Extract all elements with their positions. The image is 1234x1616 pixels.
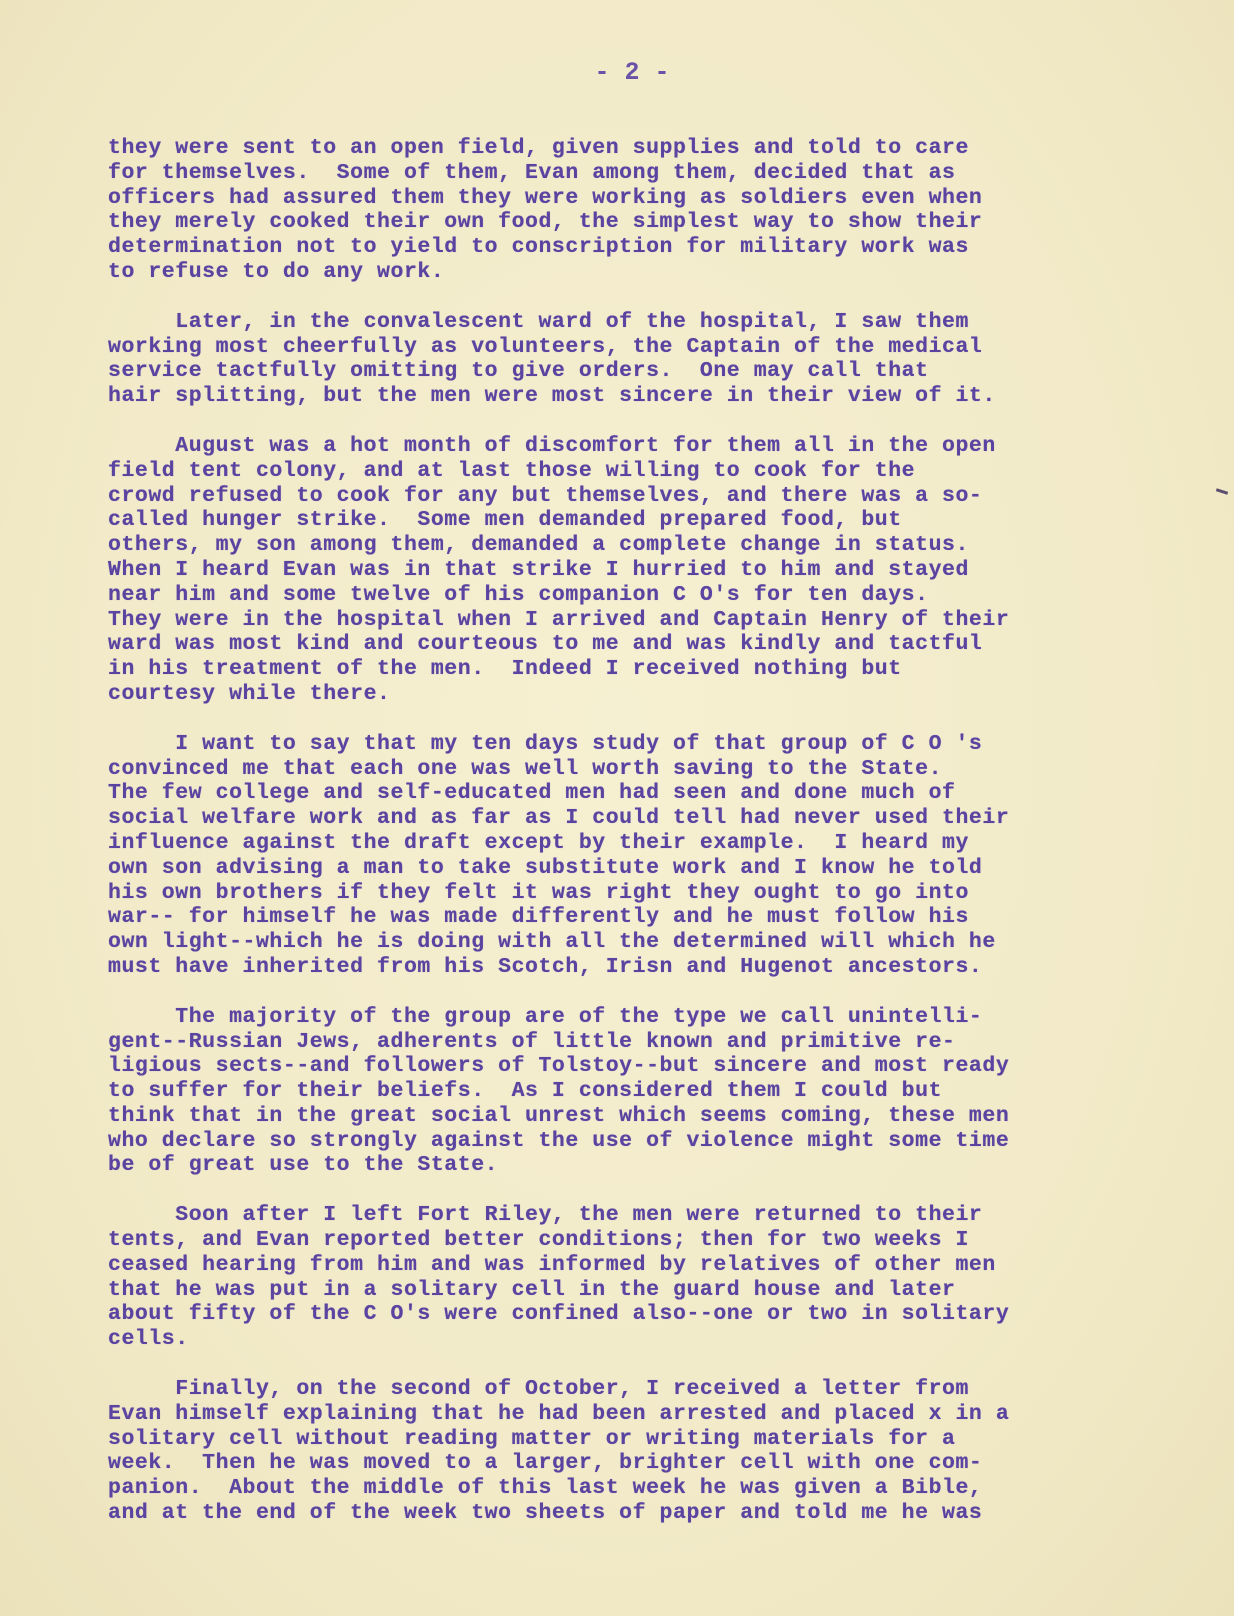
text-line: Evan himself explaining that he had been arrested and placed x in a (108, 1401, 1010, 1426)
text-line: They were in the hospital when I arrived and Captain Henry of their (108, 607, 1010, 632)
text-line: influence against the draft except by their example. I heard my (108, 830, 969, 855)
text-line: for themselves. Some of them, Evan among them, decided that as (108, 160, 956, 185)
page-number: - 2 - (594, 58, 670, 87)
text-line: his own brothers if they felt it was right they ought to go into (108, 880, 969, 905)
text-line: courtesy while there. (108, 681, 391, 706)
text-line: crowd refused to cook for any but themselves, and there was a so- (108, 483, 983, 508)
text-line: week. Then he was moved to a larger, brighter cell with one com- (108, 1451, 983, 1476)
text-line: tents, and Evan reported better conditions; then for two weeks I (108, 1228, 969, 1253)
text-line: service tactfully omitting to give orders. One may call that (108, 359, 929, 384)
text-line: about fifty of the C O's were confined also--one or two in solitary (108, 1302, 1010, 1327)
text-line: I want to say that my ten days study of that group of C O 's (108, 731, 983, 756)
text-line: who declare so strongly against the use of violence might some time (108, 1128, 1010, 1153)
text-line: ceased hearing from him and was informed by relatives of other men (108, 1252, 996, 1277)
text-line: that he was put in a solitary cell in the guard house and later (108, 1277, 956, 1302)
text-line: others, my son among them, demanded a complete change in status. (108, 533, 969, 558)
text-line: own light--which he is doing with all the determined will which he (108, 930, 996, 955)
text-line: hair splitting, but the men were most sincere in their view of it. (108, 384, 996, 409)
paragraph (108, 136, 1128, 285)
paragraph (108, 310, 1128, 409)
paragraph (108, 434, 1128, 707)
text-line: The majority of the group are of the type we call unintelli- (108, 1004, 983, 1029)
text-line: convinced me that each one was well worth saving to the State. (108, 756, 943, 781)
paragraph (108, 732, 1128, 980)
paragraph (108, 1203, 1128, 1352)
margin-mark (1216, 488, 1228, 495)
text-line: war-- for himself he was made differently and he must follow his (108, 905, 969, 930)
text-line: Soon after I left Fort Riley, the men were returned to their (108, 1203, 983, 1228)
text-line: Later, in the convalescent ward of the hospital, I saw them (108, 309, 969, 334)
paragraph (108, 1377, 1128, 1526)
text-line: social welfare work and as far as I could tell had never used their (108, 806, 1010, 831)
text-line: cells. (108, 1327, 189, 1352)
paragraph (108, 1005, 1128, 1179)
text-line: to refuse to do any work. (108, 259, 445, 284)
text-line: in his treatment of the men. Indeed I received nothing but (108, 657, 902, 682)
text-line: must have inherited from his Scotch, Irisn and Hugenot ancestors. (108, 954, 983, 979)
text-line: August was a hot month of discomfort for them all in the open (108, 433, 996, 458)
text-line: working most cheerfully as volunteers, the Captain of the medical (108, 334, 983, 359)
text-line: field tent colony, and at last those willing to cook for the (108, 458, 916, 483)
text-line: be of great use to the State. (108, 1153, 499, 1178)
text-line: to suffer for their beliefs. As I considered them I could but (108, 1079, 943, 1104)
text-line: they were sent to an open field, given supplies and told to care (108, 136, 969, 160)
text-line: and at the end of the week two sheets of paper and told me he was (108, 1501, 983, 1526)
text-line: ward was most kind and courteous to me and was kindly and tactful (108, 632, 983, 657)
text-line: they merely cooked their own food, the simplest way to show their (108, 210, 983, 235)
text-line: The few college and self-educated men had seen and done much of (108, 781, 956, 806)
letter-body (108, 136, 1128, 1551)
text-line: panion. About the middle of this last week he was given a Bible, (108, 1476, 983, 1501)
text-line: When I heard Evan was in that strike I hurried to him and stayed (108, 557, 969, 582)
text-line: officers had assured them they were working as soldiers even when (108, 185, 983, 210)
text-line: near him and some twelve of his companion C O's for ten days. (108, 582, 929, 607)
text-line: determination not to yield to conscription for military work was (108, 235, 969, 260)
text-line: think that in the great social unrest which seems coming, these men (108, 1103, 1010, 1128)
text-line: gent--Russian Jews, adherents of little known and primitive re- (108, 1029, 956, 1054)
text-line: called hunger strike. Some men demanded prepared food, but (108, 508, 902, 533)
text-line: own son advising a man to take substitute work and I know he told (108, 855, 983, 880)
text-line: solitary cell without reading matter or writing materials for a (108, 1426, 956, 1451)
text-line: Finally, on the second of October, I received a letter from (108, 1377, 969, 1402)
text-line: ligious sects--and followers of Tolstoy--but sincere and most ready (108, 1054, 1010, 1079)
